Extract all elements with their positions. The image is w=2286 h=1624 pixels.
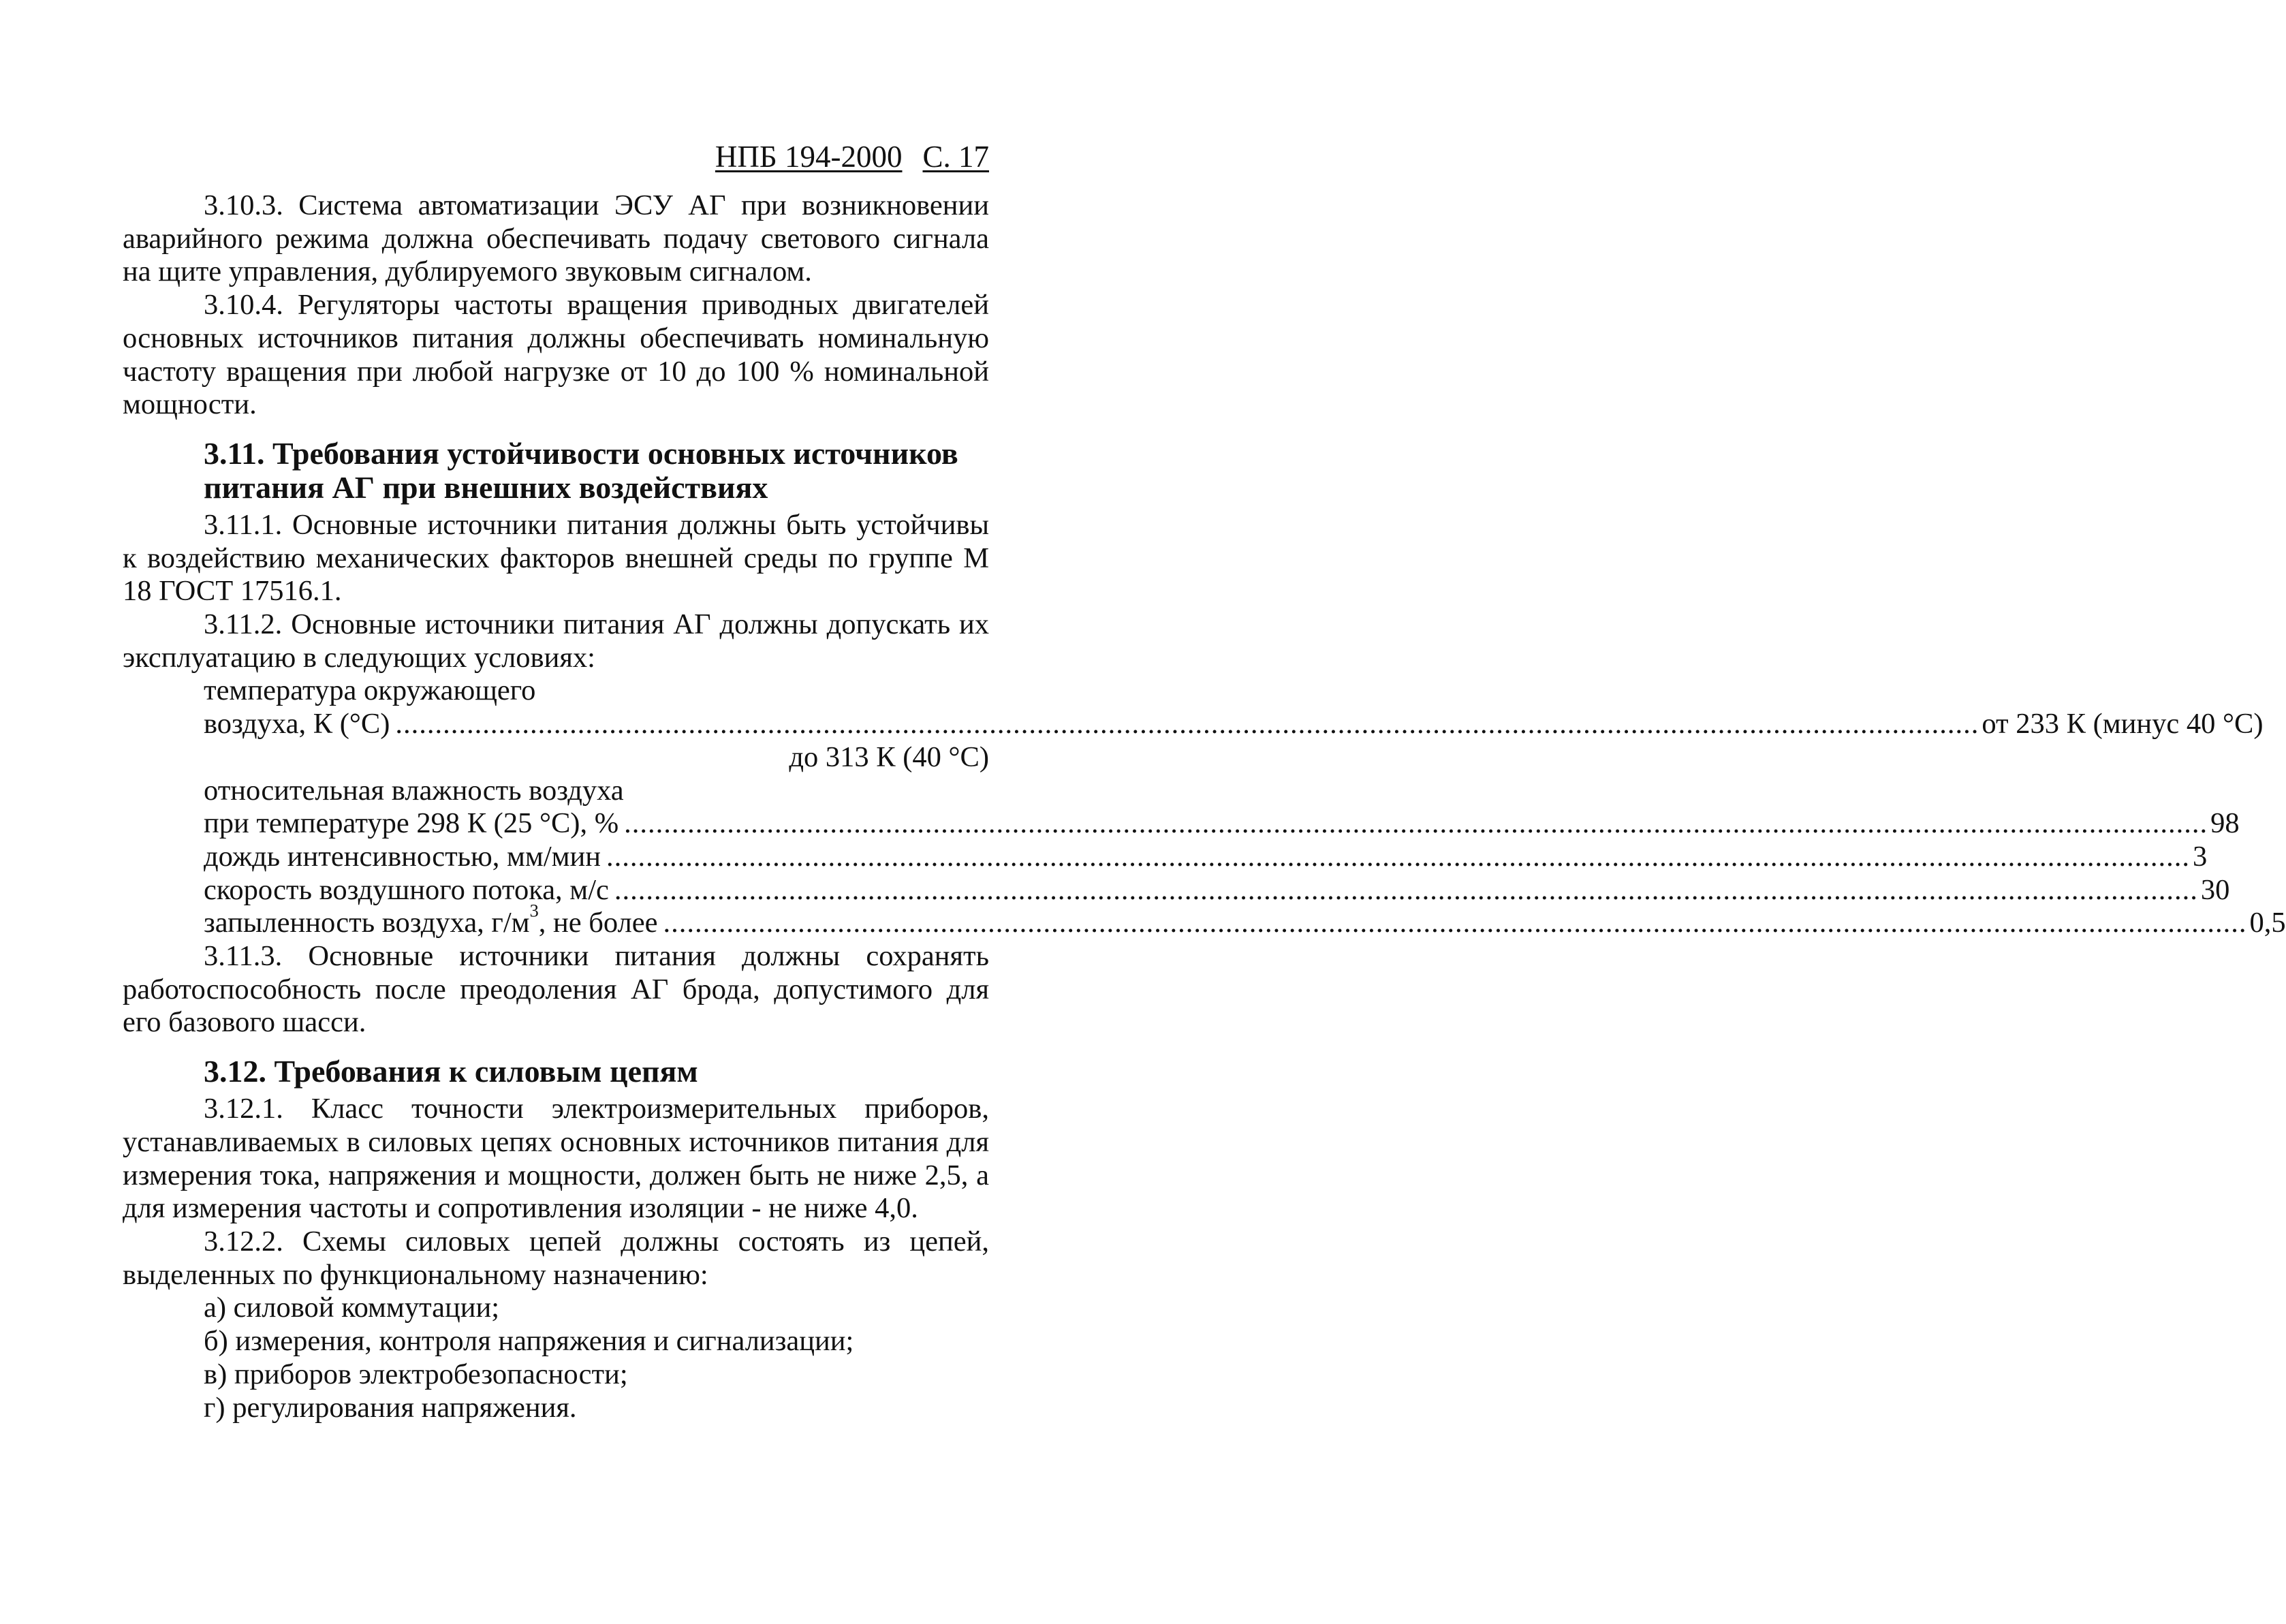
condition-label: температура окружающего [204, 674, 536, 707]
condition-value: 0,5 [2249, 907, 2286, 939]
condition-value: до 313 К (40 °С) [789, 740, 989, 773]
condition-value: от 233 К (минус 40 °С) [1982, 708, 2264, 740]
paragraph-3-12-1: 3.12.1. Класс точности электроизмерительных приборов, устанавливаемых в силовых цепях основных источников питания для измерения тока, напряжения и мощности, должен быть не ниже 2,5, а для измерения частоты и сопротивления изоляции - не ниже 4,0. [123, 1093, 989, 1225]
condition-value: 3 [2193, 840, 2208, 873]
document-id: НПБ 194-2000 [715, 140, 903, 174]
dust-label-suffix: , не более [538, 907, 658, 939]
section-heading-line: 3.11. Требования устойчивости основных источников [204, 435, 958, 471]
list-item: г) регулирования напряжения. [204, 1391, 577, 1424]
condition-label: дождь интенсивностью, мм/мин [204, 840, 601, 873]
dust-label-prefix: запыленность воздуха, г/м [204, 907, 530, 939]
condition-row-wind [204, 873, 2230, 907]
condition-label: относительная влажность воздуха [204, 774, 624, 807]
dot-leader: ........................................................................................................................................................................................................ [395, 708, 1979, 740]
condition-label: скорость воздушного потока, м/с [204, 873, 609, 906]
page-content [123, 189, 2286, 1424]
paragraph-3-11-1: 3.11.1. Основные источники питания должны быть устойчивы к воздействию механических факторов внешней среды по группе М 18 ГОСТ 17516.1. [123, 508, 989, 608]
dot-leader: ........................................................................................................................................................................................................ [663, 907, 2247, 939]
section-heading-line: питания АГ при внешних воздействиях [204, 469, 768, 505]
paragraph-3-12-2: 3.12.2. Схемы силовых цепей должны состоять из цепей, выделенных по функциональному назначению: [123, 1225, 989, 1291]
paragraph-3-10-4: 3.10.4. Регуляторы частоты вращения приводных двигателей основных источников питания должны обеспечивать номинальную частоту вращения при любой нагрузке от 10 до 100 % номинальной мощности. [123, 289, 989, 421]
condition-value: 98 [2210, 807, 2240, 840]
condition-label: при температуре 298 К (25 °С), % [204, 807, 619, 840]
list-item: б) измерения, контроля напряжения и сигнализации; [204, 1325, 854, 1358]
condition-label: воздуха, К (°С) [204, 708, 390, 740]
page-header [715, 140, 989, 174]
condition-label [204, 901, 663, 940]
section-heading-3-11 [123, 437, 989, 505]
dot-leader: ........................................................................................................................................................................................................ [606, 840, 2191, 873]
paragraph-3-11-2: 3.11.2. Основные источники питания АГ должны допускать их эксплуатацию в следующих условиях: [123, 608, 989, 674]
condition-row-humidity [204, 807, 2240, 841]
page-number: С. 17 [922, 140, 989, 174]
dot-leader: ........................................................................................................................................................................................................ [624, 807, 2208, 840]
condition-row-rain [204, 840, 2208, 874]
circuit-list [204, 1292, 989, 1424]
paragraph-3-11-3: 3.11.3. Основные источники питания должны сохранять работоспособность после преодоления АГ брода, допустимого для его базового шасси. [123, 940, 989, 1039]
section-heading-line: 3.12. Требования к силовым цепям [204, 1054, 698, 1089]
dot-leader: ........................................................................................................................................................................................................ [614, 873, 2198, 906]
condition-row-dust [204, 901, 2286, 940]
list-item: а) силовой коммутации; [204, 1292, 500, 1324]
superscript: 3 [529, 901, 539, 921]
condition-value: 30 [2200, 873, 2230, 906]
section-heading-3-12 [123, 1055, 989, 1089]
condition-row-temperature [204, 708, 2264, 741]
paragraph-3-10-3: 3.10.3. Система автоматизации ЭСУ АГ при возникновении аварийного режима должна обеспечивать подачу светового сигнала на щите управления, дублируемого звуковым сигналом. [123, 189, 989, 288]
list-item: в) приборов электробезопасности; [204, 1358, 628, 1390]
operating-conditions-list [204, 674, 2286, 940]
